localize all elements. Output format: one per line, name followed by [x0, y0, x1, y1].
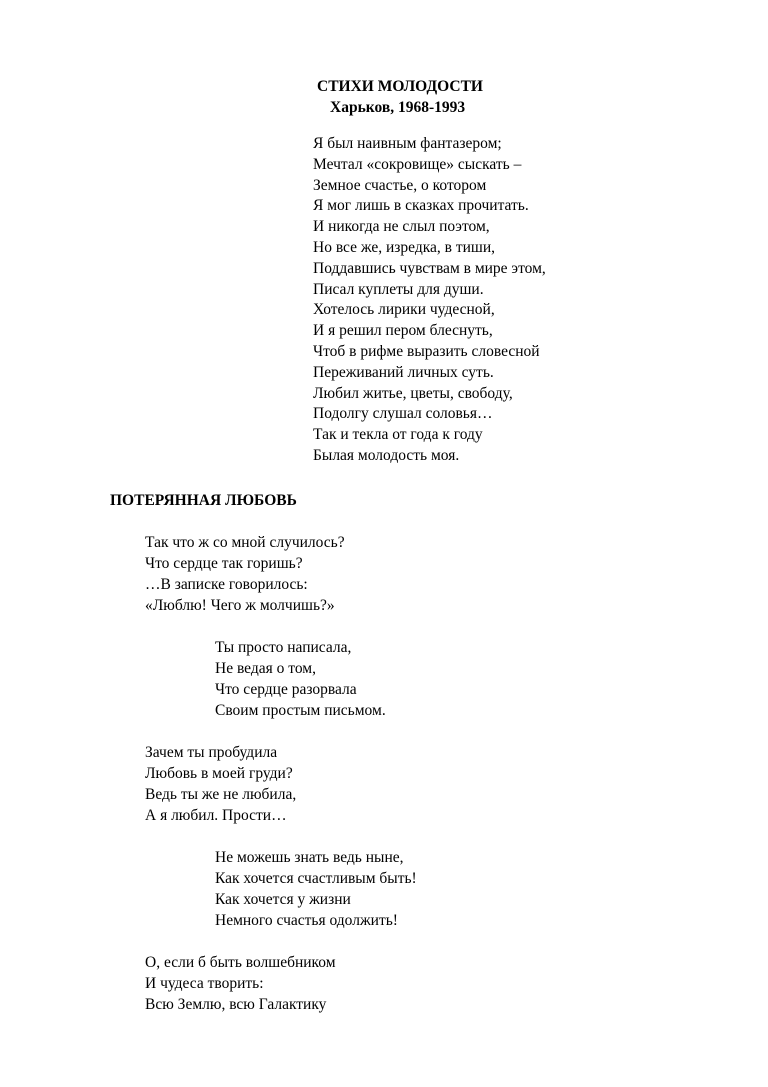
poem-line: Всю Землю, всю Галактику [145, 996, 327, 1013]
intro-line: Но все же, изредка, в тиши, [313, 238, 496, 256]
poem-line: …В записке говорилось: [145, 576, 308, 593]
poem-body [145, 532, 417, 1036]
poem-line: Так что ж со мной случилось? [145, 534, 345, 551]
intro-line: Хотелось лирики чудесной, [313, 301, 495, 319]
poem-line: Как хочется счастливым быть! [215, 870, 417, 887]
poem-line: Ты просто написала, [215, 639, 352, 656]
intro-line: Чтоб в рифме выразить словесной [313, 342, 540, 360]
intro-line: И никогда не слыл поэтом, [313, 218, 490, 236]
intro-line: Земное счастье, о котором [313, 176, 487, 194]
poem-line: И чудеса творить: [145, 975, 264, 992]
intro-line: Подолгу слушал соловья… [313, 405, 493, 423]
poem-line: «Люблю! Чего ж молчишь?» [145, 597, 335, 614]
intro-line: Поддавшись чувствам в мире этом, [313, 259, 546, 277]
poem-line: Что сердце разорвала [215, 681, 357, 698]
poem-line: Не ведая о том, [215, 660, 316, 677]
section-heading: ПОТЕРЯННАЯ ЛЮБОВЬ [110, 492, 297, 509]
intro-line: Мечтал «сокровище» сыскать – [313, 155, 522, 173]
intro-line: Былая молодость моя. [313, 446, 460, 464]
poem-line: Как хочется у жизни [215, 891, 351, 908]
title-block [317, 76, 483, 118]
page-title: СТИХИ МОЛОДОСТИ [317, 78, 483, 95]
intro-poem [313, 134, 546, 467]
intro-line: Я был наивным фантазером; [313, 135, 502, 152]
poem-line: Любовь в моей груди? [145, 765, 293, 782]
intro-line: Любил житье, цветы, свободу, [313, 384, 513, 402]
intro-line: Писал куплеты для души. [313, 280, 484, 298]
intro-line: Так и текла от года к году [313, 426, 483, 444]
intro-line: Я мог лишь в сказках прочитать. [313, 197, 529, 215]
poem-line: Своим простым письмом. [215, 702, 386, 719]
poem-line: Зачем ты пробудила [145, 744, 278, 761]
stanza [145, 532, 417, 616]
poem-line: Ведь ты же не любила, [145, 786, 297, 803]
intro-line: И я решил пером блеснуть, [313, 322, 493, 340]
poem-line: Не можешь знать ведь ныне, [215, 849, 404, 866]
page-subtitle: Харьков, 1968-1993 [330, 99, 466, 116]
stanza-indented [145, 847, 417, 931]
poem-line: А я любил. Прости… [145, 807, 287, 824]
intro-line: Переживаний личных суть. [313, 363, 494, 381]
stanza-indented [145, 637, 417, 721]
stanza [145, 952, 417, 1015]
poem-line: О, если б быть волшебником [145, 954, 336, 971]
stanza [145, 742, 417, 826]
poem-line: Что сердце так горишь? [145, 555, 303, 572]
poem-line: Немного счастья одолжить! [215, 912, 398, 929]
